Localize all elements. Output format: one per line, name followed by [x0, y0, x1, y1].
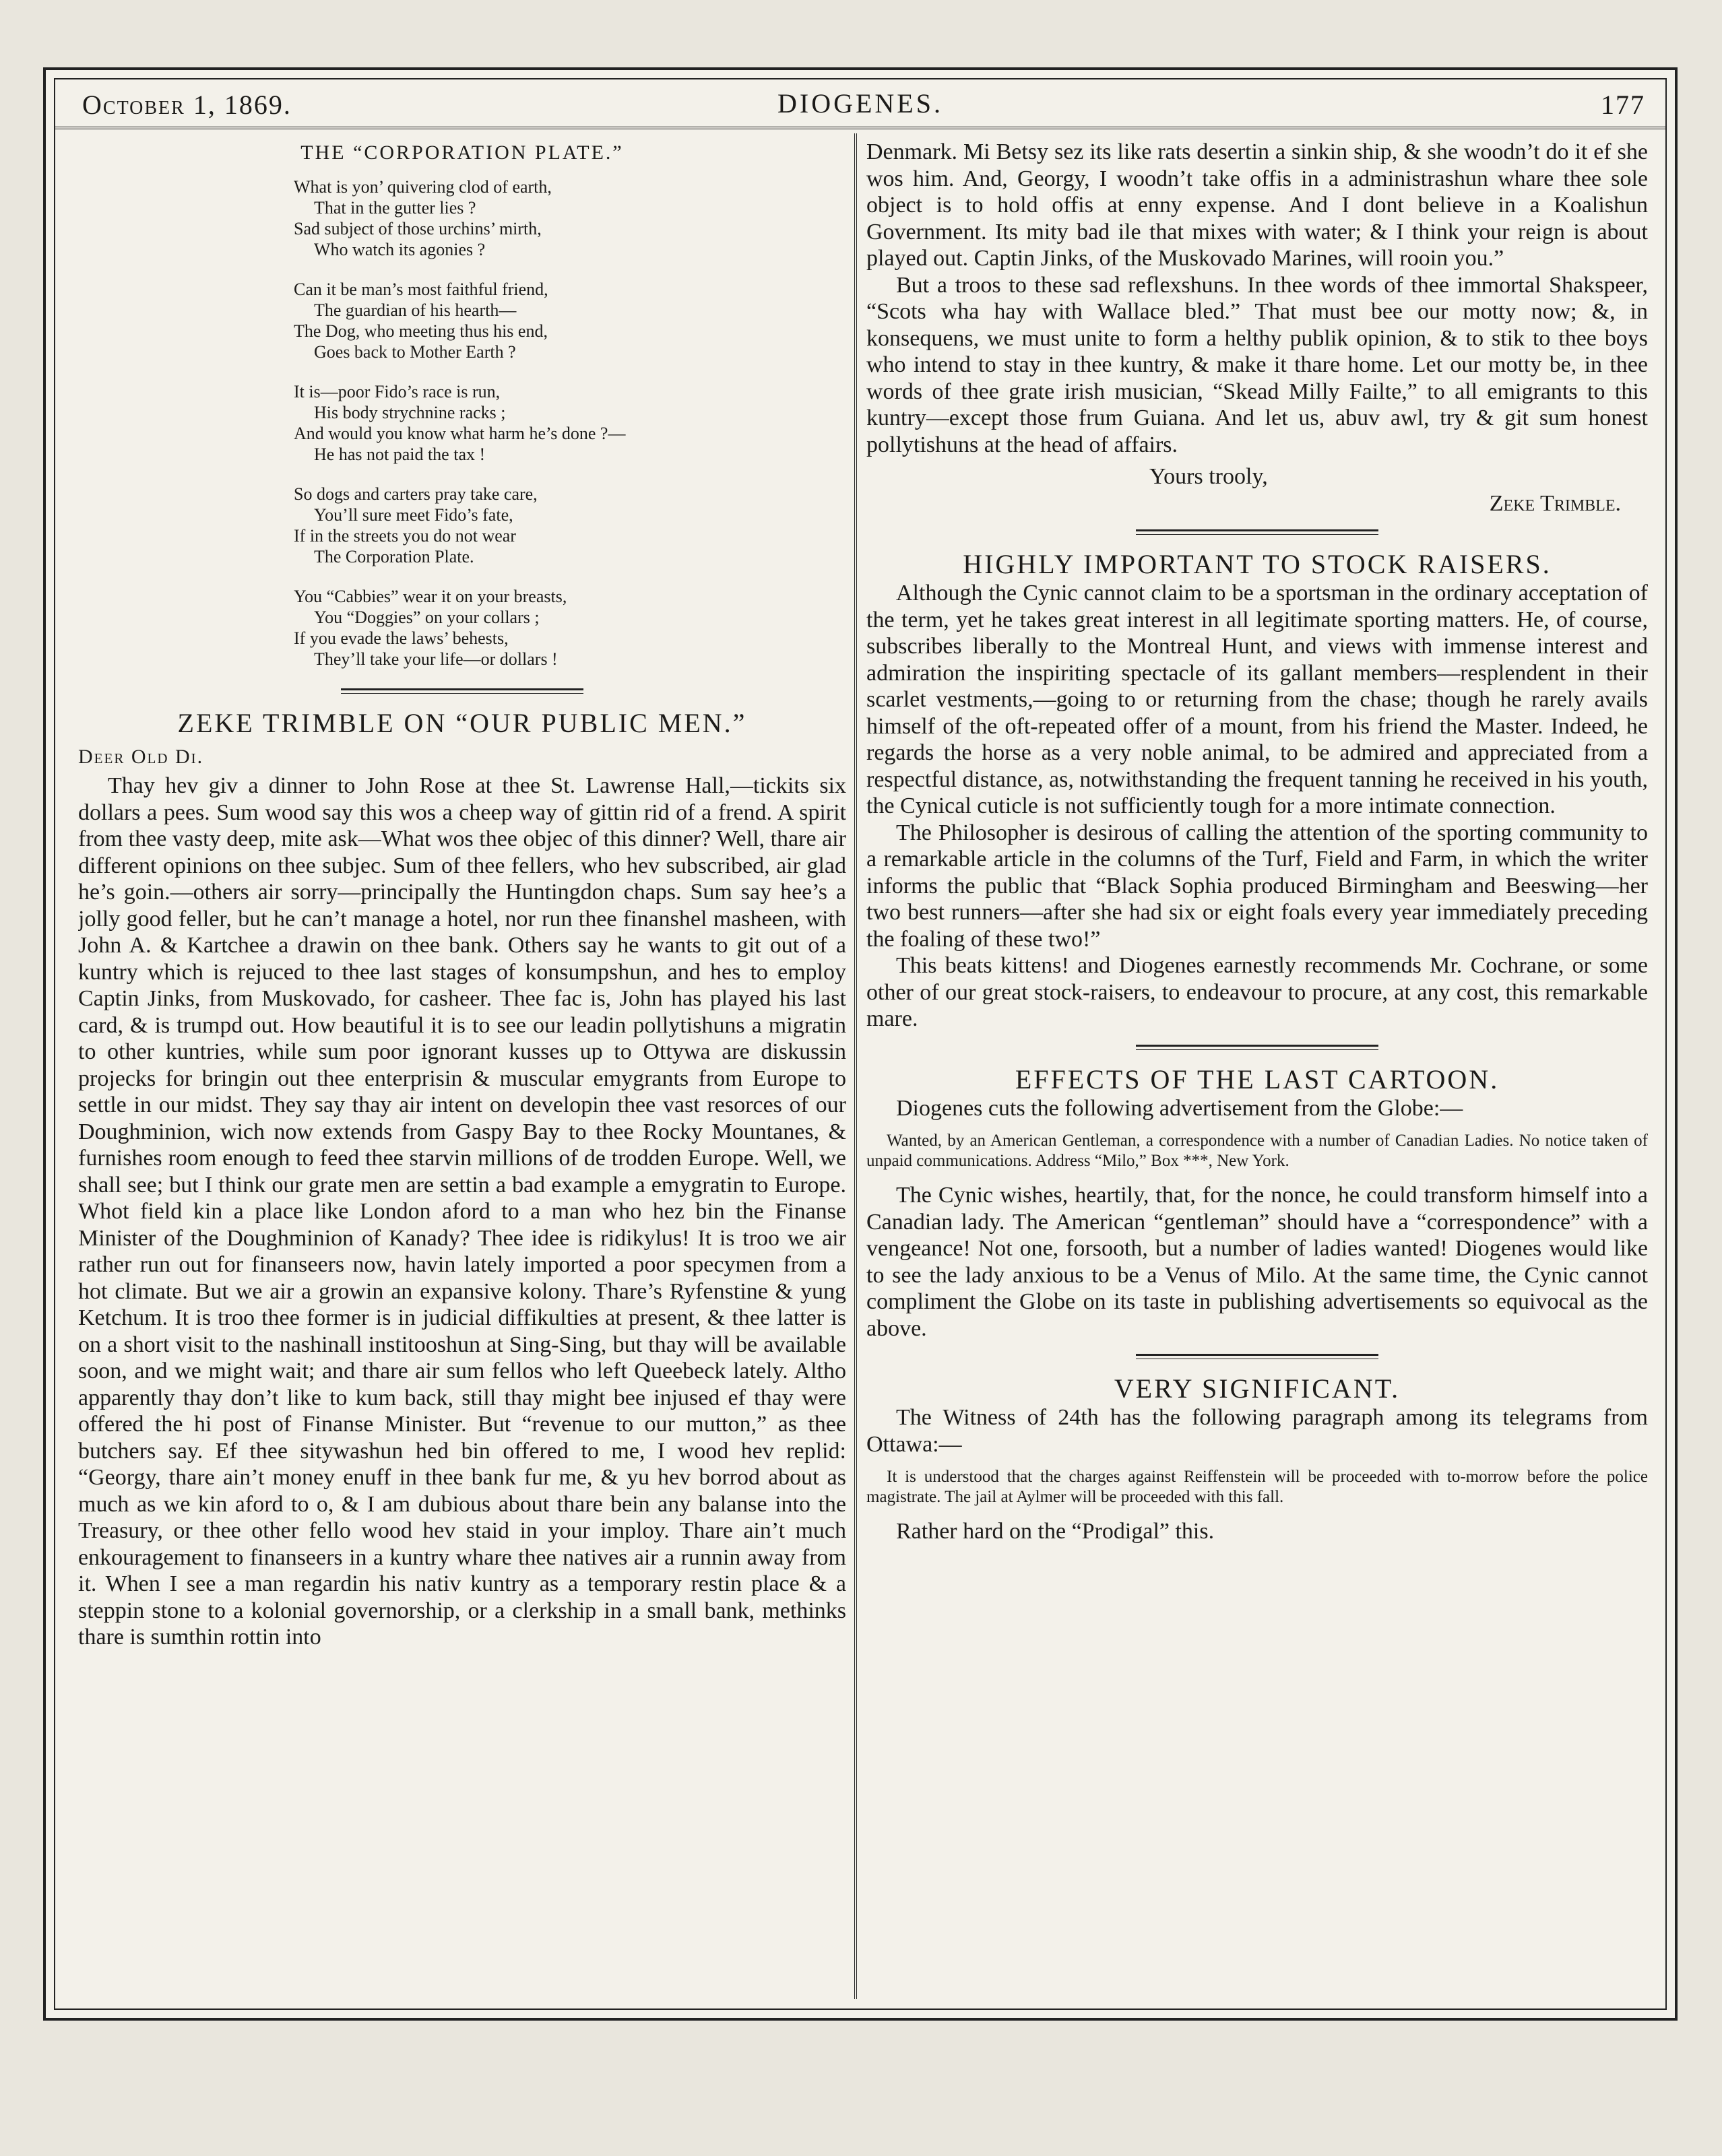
article-paragraph: This beats kittens! and Diogenes earnestly recommends Mr. Cochrane, or some other of our great stock-raisers, to endeavour to procure, at any cost, this remarkable mare.: [866, 953, 1648, 1031]
poem-stanza: [294, 586, 846, 669]
right-column: [866, 139, 1648, 1996]
article-paragraph: The Cynic wishes, heartily, that, for the nonce, he could transform himself into a Canadian lady. The American “gentleman” should have a “correspondence” with a vengeance! Not one, forsooth, but a number of ladies wanted! Diogenes would like to see the lady anxious to be a Venus of Milo. At the same time, the Cynic cannot compliment the Globe on its taste in publishing advertisements so equivocal as the above.: [866, 1183, 1648, 1341]
poem-line: What is yon’ quivering clod of earth,: [294, 177, 552, 197]
poem-body: [294, 176, 846, 669]
poem-line: The guardian of his hearth—: [314, 300, 517, 320]
poem-line: That in the gutter lies ?: [314, 198, 476, 218]
poem-line: Can it be man’s most faithful friend,: [294, 280, 548, 299]
article-title-stock: HIGHLY IMPORTANT TO STOCK RAISERS.: [963, 549, 1552, 579]
article-paragraph: Thay hev giv a dinner to John Rose at thee St. Lawrense Hall,—tickits six dollars a pees. Sum wood say this wos a cheep way of gittin rid of a frend. A spirit from thee vasty deep, mite ask—What wos thee objec of this dinner? Well, thare air different opinions on thee subjec. Sum of thee fellers, who hev subscribed, air glad he’s goin.—others air sorry—principally the Huntingdon chaps. Sum say hee’s a jolly good feller, but he can’t manage a hotel, nor run thee finanshel masheen, with John A. & Kartchee a drawin on thee bank. Others say he wants to git out of a kuntry which is rejuced to thee last stages of konsumpshun, and hes to employ Captin Jinks, from Muskovado, for casheer. Thee fac is, John has played his last card, & is trumpd out. How beautiful it is to see our leadin pollytishuns a migratin to other kuntries, while sum poor ignorant kusses up to Ottywa are diskussin projecks for bringin out thee enterprisin & muscular emygrants from Europe to settle in our midst. They say thay air intent on developin thee vast resorces of our Doughminion, wich now extends from Gaspy Bay to thee Rocky Mountanes, & furnishes room enough to feed thee starvin millions of de trodden Europe. Well, we shall see; but I think our grate men are settin a bad example a emygratin to Europe. Whot field kin a place like London aford to a man who hez bin the Finanse Minister of the Doughminion of Kanady? Thee idee is ridikylus! It is troo we air rather run out for finanseers now, havin lately imported a poor specymen from a hot climate. But we air a growin an expansive kolony. Thare’s Ryfenstine & yung Ketchum. It is troo thee former is in judicial diffikulties at present, & thee latter is on a short visit to the nashinall institooshun at Sing-Sing, but thay will be available soon, and we might wait; and thare air sum fellos who left Queebeck lately. Altho apparently thay don’t like to kum back, still thay might bee injused ef thay were offered the hi post of Finanse Minister. But “revenue to our mutton,” as thee butchers say. Ef thee sitywashun hed bin offered to me, I wood hev replid: “Georgy, thare ain’t money enuff in thee bank fur me, & yu hev borrod about as much as we kin aford to o, & I am dubious about thare bein any balanse into the Treasury, or thee other fello wood hev staid in your imploy. Thare ain’t much enkouragement to finanseers in a kuntry whare thee natives air a runnin away from it. When I see a man regardin his nativ kuntry as a temporary restin place & a steppin stone to a kolonial governorship, or a clerkship in a small bank, methinks thare is sumthin rottin into: [78, 773, 846, 1649]
poem-line: And would you know what harm he’s done ?—: [294, 424, 626, 443]
poem-line: Who watch its agonies ?: [314, 240, 486, 259]
poem-line: If in the streets you do not wear: [294, 526, 516, 546]
article-paragraph: The Philosopher is desirous of calling the attention of the sporting community to a remarkable article in the columns of the Turf, Field and Farm, in which the writer informs the public that “Black Sophia produced Birmingham and Beeswing—her two best runners—after she had six or eight foals every year immediately preceding the foaling of these two!”: [866, 820, 1648, 952]
closing: Yours trooly,: [1149, 464, 1268, 489]
article-paragraph: Although the Cynic cannot claim to be a sportsman in the ordinary acceptation of the term, yet he takes great interest in all legitimate sporting matters. He, of course, subscribes liberally to the Montreal Hunt, and views with immense interest and admiration the inspiriting spectacle of its gallant members—resplendent in their scarlet vestments,—going to or returning from the chase; though he rarely avails himself of the oft-repeated offer of a mount, from his friend the Master. Indeed, he regards the horse as a very noble animal, to be admired and appreciated from a respectful distance, as, notwithstanding the frequent tanning he received in his youth, the Cynical cuticle is not sufficiently tough for a more intimate connection.: [866, 581, 1648, 818]
poem-line: You’ll sure meet Fido’s fate,: [314, 505, 513, 525]
poem-line: It is—poor Fido’s race is run,: [294, 382, 501, 401]
salutation: Deer Old Di.: [78, 746, 204, 768]
poem-line: His body strychnine racks ;: [314, 403, 506, 422]
signature: Zeke Trimble.: [1489, 491, 1621, 516]
poem-line: So dogs and carters pray take care,: [294, 484, 538, 504]
poem-line: You “Cabbies” wear it on your breasts,: [294, 587, 567, 606]
poem-stanza: [294, 279, 846, 362]
article-paragraph: Diogenes cuts the following advertisement from the Globe:—: [896, 1095, 1463, 1121]
column-divider: [854, 133, 857, 1999]
poem-line: The Dog, who meeting thus his end,: [294, 321, 548, 341]
left-column: [78, 139, 846, 1996]
poem-line: They’ll take your life—or dollars !: [314, 649, 558, 669]
page-number: 177: [1601, 90, 1645, 120]
poem-line: You “Doggies” on your collars ;: [314, 608, 540, 627]
poem-stanza: [294, 176, 846, 260]
masthead-title: DIOGENES.: [777, 88, 943, 119]
section-rule: [341, 688, 583, 694]
article-paragraph: But a troos to these sad reflexshuns. In thee words of thee immortal Shakspeer, “Scots wha hay with Wallace bled.” That must bee our motty now; &, in konsequens, we must unite to form a helthy publik opinion, & to stik to thee boys who intend to stay in thee kuntry, & make it thare home. Let our motty be, in thee words of thee grate irish musician, “Skead Milly Failte,” to all emigrants to this kuntry—except those frum Guiana. And let us, abuv awl, try & git sum honest pollytishuns at the head of affairs.: [866, 272, 1648, 457]
article-paragraph: Denmark. Mi Betsy sez its like rats desertin a sinkin ship, & she woodn’t do it ef she wos him. And, Georgy, I woodn’t take offis in a administrashun whare thee sole object is to hold offis at enny expense. And I dont believe in a Koalishun Government. Its mity bad ile that mixes with water; & I think your reign is about played out. Captin Jinks, of the Muskovado Marines, will rooin you.”: [866, 139, 1648, 271]
poem-line: The Corporation Plate.: [314, 547, 474, 566]
article-paragraph: Rather hard on the “Prodigal” this.: [896, 1519, 1215, 1544]
poem-stanza: [294, 381, 846, 465]
quoted-advertisement: Wanted, by an American Gentleman, a correspondence with a number of Canadian Ladies. No notice taken of unpaid communications. Address “Milo,” Box ***, New York.: [866, 1132, 1648, 1170]
page-frame: [54, 78, 1667, 2010]
issue-date: October 1, 1869.: [82, 90, 292, 120]
article-title-cartoon: EFFECTS OF THE LAST CARTOON.: [1015, 1064, 1500, 1095]
article-paragraph: The Witness of 24th has the following paragraph among its telegrams from Ottawa:—: [866, 1405, 1648, 1457]
poem-title: THE “CORPORATION PLATE.”: [300, 141, 624, 164]
article-title-significant: VERY SIGNIFICANT.: [1114, 1373, 1401, 1404]
poem-stanza: [294, 484, 846, 567]
poem-line: If you evade the laws’ behests,: [294, 628, 509, 648]
poem-line: He has not paid the tax !: [314, 445, 486, 464]
page-header: [55, 79, 1665, 129]
section-rule: [1136, 1045, 1378, 1050]
section-rule: [1136, 1354, 1378, 1359]
poem-line: Goes back to Mother Earth ?: [314, 342, 516, 362]
newspaper-page: [43, 67, 1678, 2021]
article-title-zeke: ZEKE TRIMBLE ON “OUR PUBLIC MEN.”: [177, 708, 747, 738]
poem-line: Sad subject of those urchins’ mirth,: [294, 219, 542, 238]
section-rule: [1136, 529, 1378, 535]
quoted-telegram: It is understood that the charges against Reiffenstein will be proceeded with to-morrow before the police magistrate. The jail at Aylmer will be proceeded with this fall.: [866, 1468, 1648, 1506]
